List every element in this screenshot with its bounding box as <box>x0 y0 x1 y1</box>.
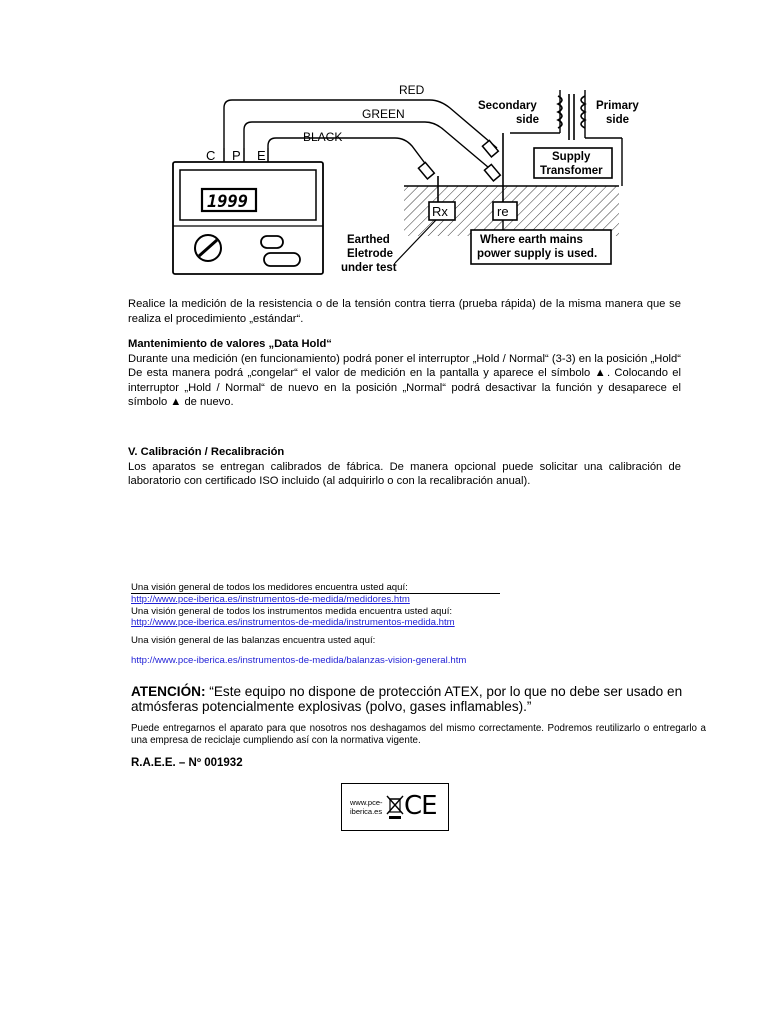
calibration-paragraph: Los aparatos se entregan calibrados de fábrica. De manera opcional puede solicitar una calibración de laboratorio con certificado ISO incluido (al adquirirlo o con la recalibración anual). <box>128 460 681 488</box>
svg-text:Primary: Primary <box>596 100 639 112</box>
svg-text:Where earth mains: Where earth mains <box>480 234 583 246</box>
svg-text:Transfomer: Transfomer <box>540 165 603 177</box>
black-wire-label: BLACK <box>303 130 343 144</box>
weee-bin-icon <box>386 794 404 820</box>
ce-mark-icon: CE <box>404 791 437 821</box>
svg-text:Supply: Supply <box>552 151 591 163</box>
rx-label: Rx <box>432 204 448 219</box>
svg-text:Secondary: Secondary <box>478 100 537 112</box>
calibration-heading: V. Calibración / Recalibración <box>128 446 285 458</box>
terminal-p-label: P <box>232 148 241 163</box>
recycling-paragraph: Puede entregarnos el aparato para que nosotros nos deshagamos del mismo correctamente. Podremos reutilizarlo o entregarlo a una empresa de reciclaje cumpliendo así con la normativa vigente. <box>131 723 706 747</box>
atex-label: ATENCIÓN: <box>131 684 206 699</box>
svg-text:side: side <box>516 114 540 126</box>
earthed-electrode-label-2: Eletrode <box>347 248 394 260</box>
logo-url-line2: iberica.es <box>350 807 383 816</box>
link-instrumentos-medida[interactable]: http://www.pce-iberica.es/instrumentos-de-medida/instrumentos-medida.htm <box>131 617 455 629</box>
link-intro-medidores: Una visión general de todos los medidores encuentra usted aquí: <box>131 582 408 593</box>
re-label: re <box>497 204 509 219</box>
red-wire-label: RED <box>399 83 425 97</box>
link-balanzas[interactable]: http://www.pce-iberica.es/instrumentos-de-medida/balanzas-vision-general.htm <box>131 655 467 667</box>
terminal-e-label: E <box>257 148 266 163</box>
meter-display-value: 1999 <box>207 192 248 212</box>
intro-paragraph: Realice la medición de la resistencia o de la tensión contra tierra (prueba rápida) de la misma manera que se realiza el procedimiento „estándar“. <box>128 298 681 325</box>
link-intro-instrumentos: Una visión general de todos los instrumentos medida encuentra usted aquí: <box>131 605 453 617</box>
meter-button-bottom <box>264 253 300 266</box>
raee-number: R.A.E.E. – Nº 001932 <box>131 757 243 769</box>
earth-test-wiring-diagram <box>160 78 660 283</box>
atex-text: “Este equipo no dispone de protección ATEX, por lo que no debe ser usado en atmósferas potencialmente explosivas (polvo, gases inflamables).” <box>131 684 683 714</box>
earthed-electrode-label-3: under test <box>341 262 397 274</box>
data-hold-paragraph: Durante una medición (en funcionamiento) podrá poner el interruptor „Hold / Normal“ (3-3) en la posición „Hold“ De esta manera podrá „congelar“ el valor de medición en la pantalla y aparece el símbolo ▲. Colocando el interruptor „Hold / Normal“ de nuevo en la posición „Normal“ podrá desactivar la función y desaparece el símbolo ▲ de nuevo. <box>128 352 681 409</box>
svg-text:side: side <box>606 114 630 126</box>
data-hold-heading: Mantenimiento de valores „Data Hold“ <box>128 338 332 350</box>
link-medidores[interactable]: http://www.pce-iberica.es/instrumentos-de-medida/medidores.htm <box>131 594 410 606</box>
atex-warning <box>131 684 691 714</box>
svg-text:power supply is used.: power supply is used. <box>477 248 598 260</box>
meter-button-top <box>261 236 283 248</box>
logo-url-line1: www.pce- <box>350 798 383 807</box>
terminal-c-label: C <box>206 148 216 163</box>
green-wire-label: GREEN <box>362 107 405 121</box>
link-intro-balanzas: Una visión general de las balanzas encuentra usted aquí: <box>131 634 376 646</box>
certification-logo-box <box>341 783 449 831</box>
earthed-electrode-label-1: Earthed <box>347 234 390 246</box>
